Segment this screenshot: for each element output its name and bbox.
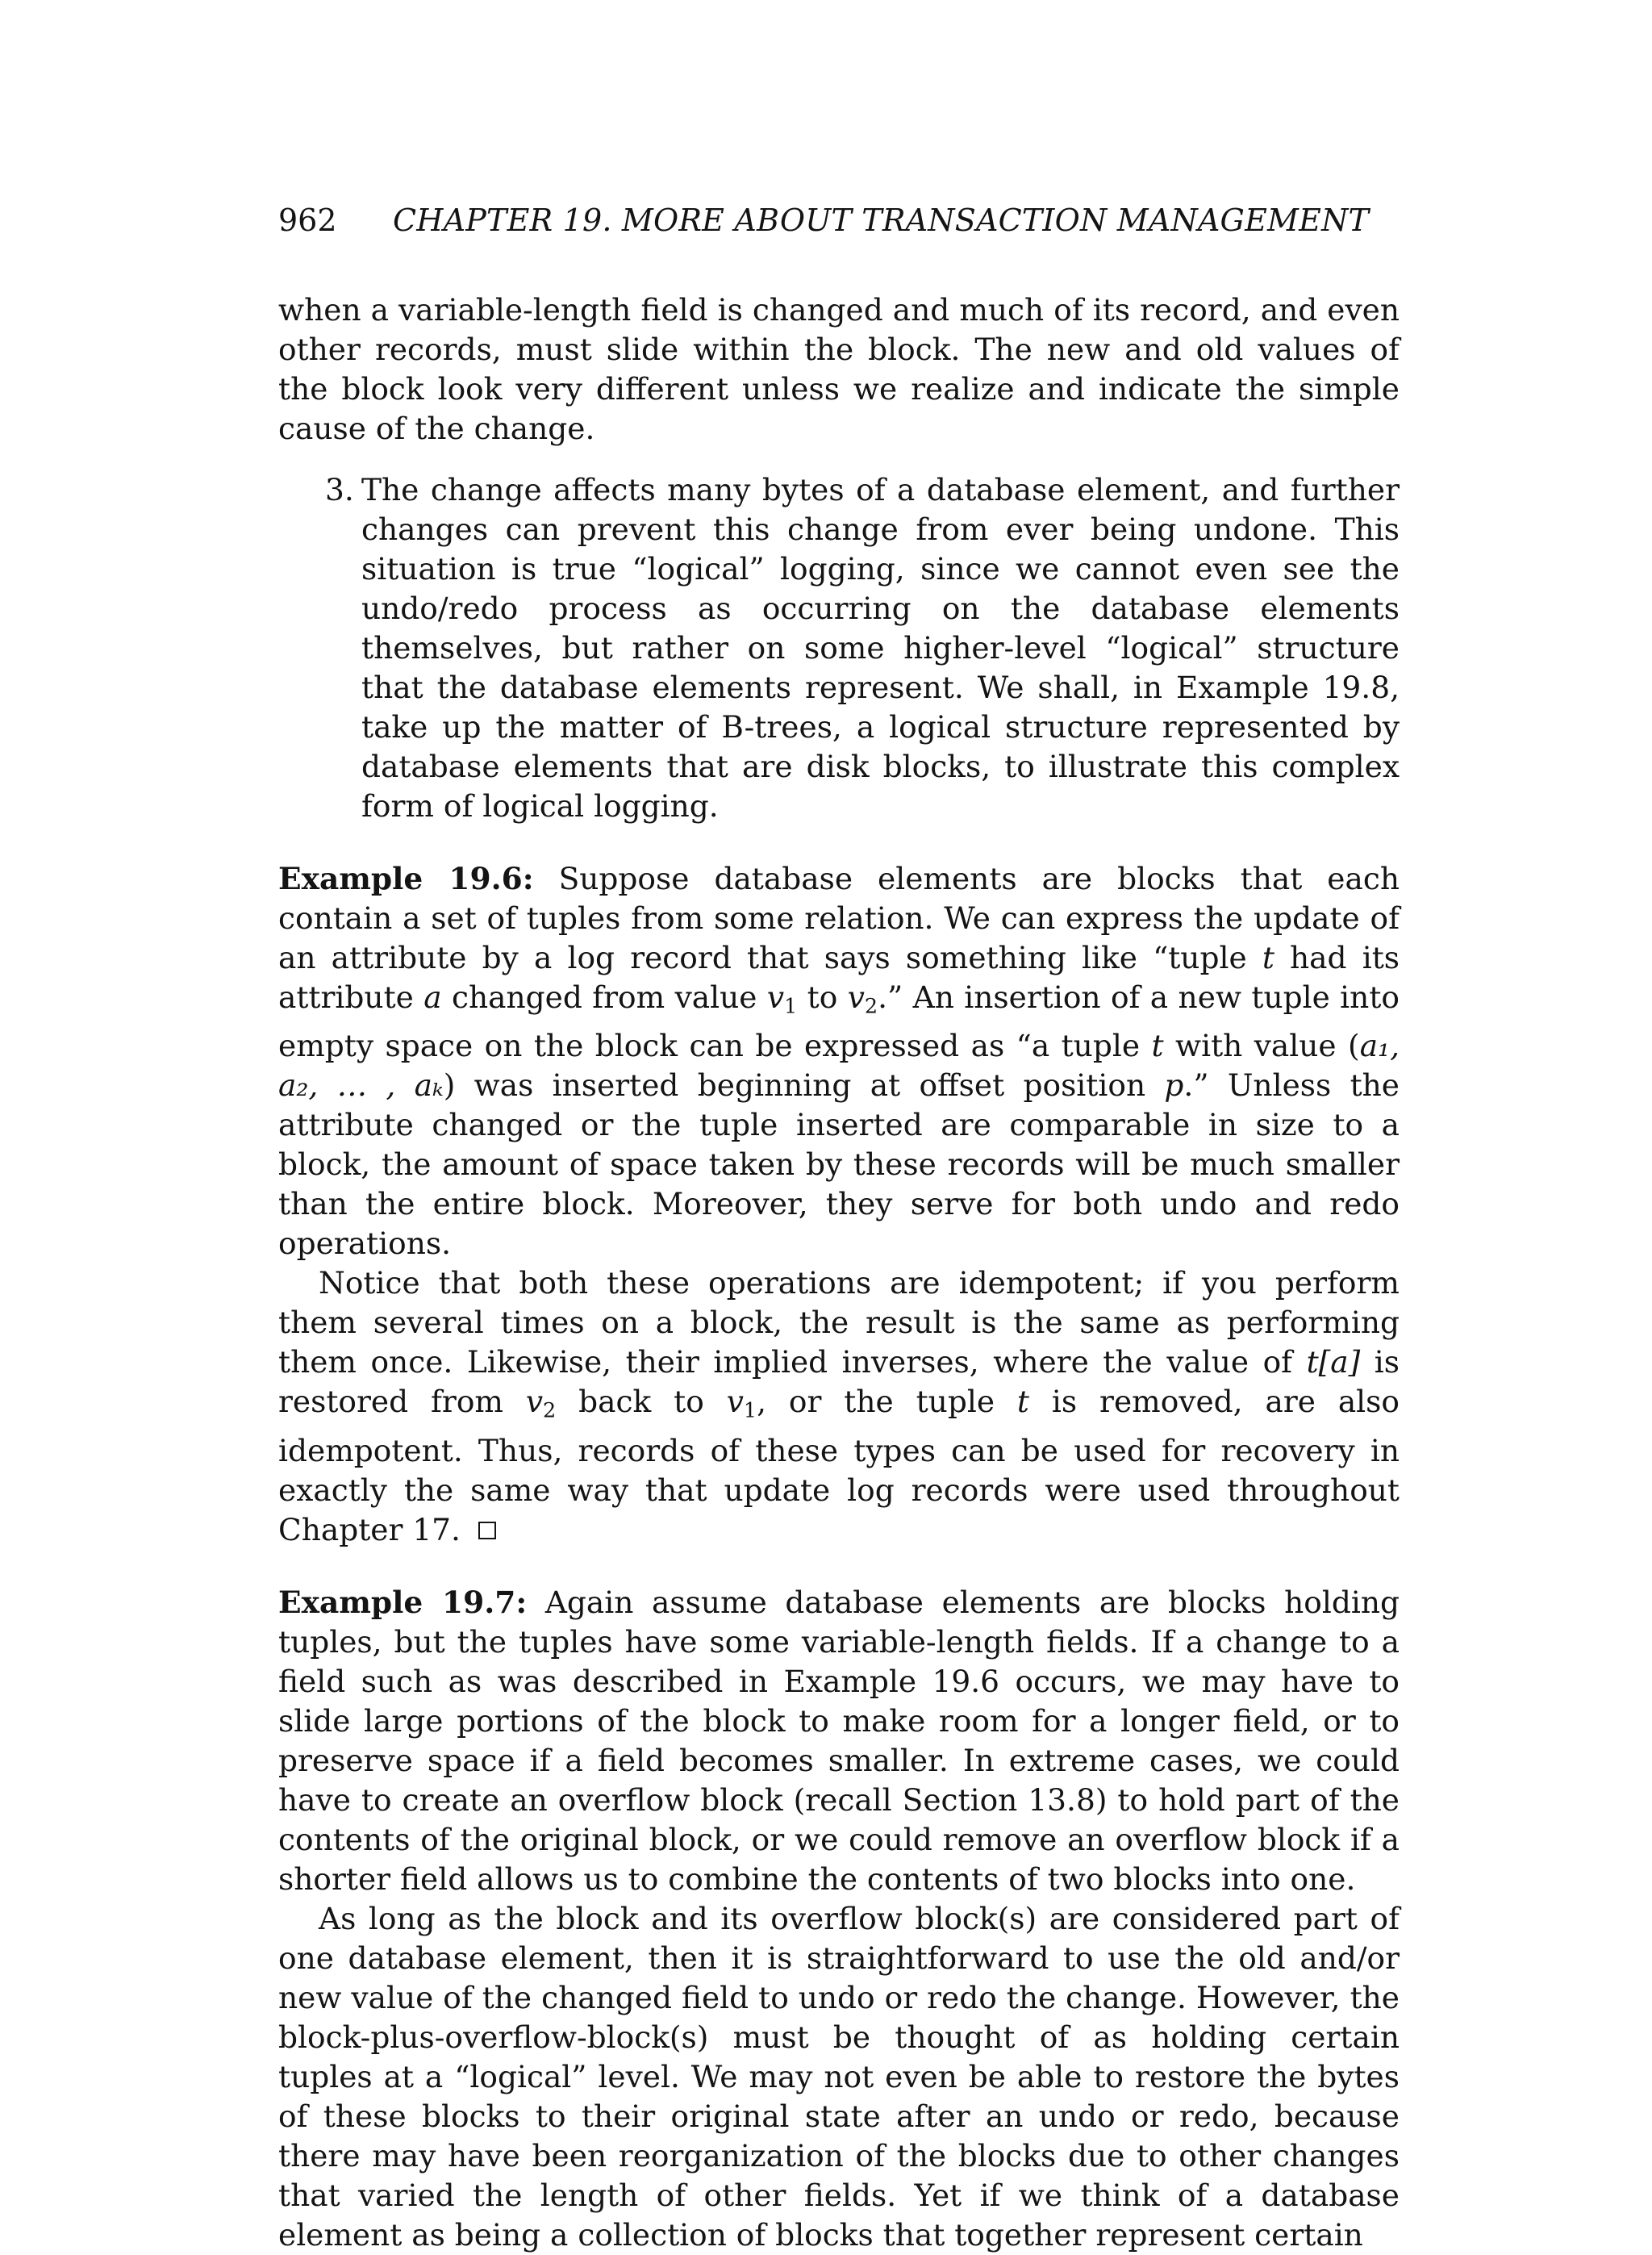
text-run: .” Unless the attribute changed or the tuple inserted are comparable in size to a block, the amount of space taken by these records will be much smaller than the entire block. Moreover, they serve for both undo and redo operations. (278, 1067, 1400, 1262)
math-variable: t (1151, 1028, 1164, 1064)
end-of-example-box-icon (478, 1522, 496, 1539)
example-19-6-paragraph-1 (278, 859, 1400, 1263)
text-run: is restored from (278, 1344, 1400, 1420)
example-label: Example 19.6: (278, 861, 534, 896)
math-subscript: 2 (864, 994, 878, 1019)
text-run: , or the tuple (757, 1384, 1017, 1420)
math-variable (726, 1384, 757, 1423)
text-run: back to (556, 1384, 727, 1420)
list-item-text: The change affects many bytes of a database element, and further changes can prevent this change from ever being undone. This situation is true “logical” logging, since we cannot even see the undo/redo process as occurring on the database elements themselves, but rather on some higher-level “logical” structure that the database elements represent. We shall, in Example 19.8, take up the matter of B-trees, a logical structure represented by database elements that are disk blocks, to illustrate this complex form of logical logging. (361, 472, 1400, 824)
math-variable: t (1262, 940, 1274, 975)
page-number: 962 (278, 203, 337, 238)
math-subscript: 1 (784, 994, 798, 1019)
example-19-6 (278, 859, 1400, 1550)
text-run: Again assume database elements are blocks holding tuples, but the tuples have some variable-length fields. If a change to a field such as was described in Example 19.6 occurs, we may have to slide large portions of the block to make room for a longer field, or to preserve space if a field becomes smaller. In extreme cases, we could have to create an overflow block (recall Section 13.8) to hold part of the contents of the original block, or we could remove an overflow block if a shorter field allows us to combine the contents of two blocks into one. (278, 1584, 1400, 1897)
math-tuple: a₁, a₂, … , aₖ (278, 1028, 1400, 1104)
example-19-7 (278, 1583, 1400, 2255)
text-run: .” An insertion of a new tuple into empty space on the block can be expressed as “a tuple (278, 979, 1400, 1064)
text-run: had its attribute (278, 940, 1400, 1015)
text-run: with value ( (1163, 1028, 1360, 1064)
math-variable: p (1164, 1067, 1184, 1104)
text-run: to (797, 979, 848, 1015)
math-symbol: v (847, 979, 865, 1015)
chapter-running-head: CHAPTER 19. MORE ABOUT TRANSACTION MANAGEMENT (393, 203, 1370, 238)
math-variable (525, 1384, 557, 1423)
text-run: changed from value (441, 979, 767, 1015)
text-run: is removed, are also idempotent. Thus, records of these types can be used for recovery in exactly the same way that update log records were used throughout Chapter 17. (278, 1384, 1400, 1547)
math-variable: a (423, 979, 442, 1015)
example-19-7-paragraph-2: As long as the block and its overflow block(s) are considered part of one database element, then it is straightforward to use the old and/or new value of the changed field to undo or redo the change. However, the block-plus-overflow-block(s) must be thought of as holding certain tuples at a “logical” level. We may not even be able to restore the bytes of these blocks to their original state after an undo or redo, because there may have been reorganization of the blocks due to other changes that varied the length of other fields. Yet if we think of a database element as being a collection of blocks that together represent certain (278, 1900, 1400, 2253)
body-text (278, 290, 1400, 2255)
math-symbol: v (525, 1384, 544, 1420)
list-item-3 (325, 470, 1400, 826)
text-run: ) was inserted beginning at offset position (443, 1067, 1165, 1104)
example-19-6-paragraph-2 (278, 1263, 1400, 1549)
math-variable: t (1016, 1384, 1029, 1420)
page-header (278, 200, 1400, 240)
math-subscript: 2 (543, 1398, 557, 1423)
example-label: Example 19.7: (278, 1584, 528, 1620)
math-variable (766, 979, 798, 1019)
text-run: Notice that both these operations are idempotent; if you perform them several times on a block, the result is the same as performing them once. Likewise, their implied inverses, where the value of (278, 1265, 1400, 1380)
list-item-number: 3. (325, 472, 354, 507)
math-symbol: v (726, 1384, 744, 1420)
text-run: Suppose database elements are blocks that each contain a set of tuples from some relation. We can express the update of an attribute by a log record that says something like “tuple (278, 861, 1400, 975)
example-19-7-paragraph-1 (278, 1583, 1400, 1899)
math-symbol: v (766, 979, 785, 1015)
math-subscript: 1 (743, 1398, 757, 1423)
math-variable (847, 979, 878, 1019)
math-expression: t[a] (1306, 1344, 1361, 1380)
list-item-continuation: when a variable-length field is changed and much of its record, and even other records, must slide within the block. The new and old values of the block look very different unless we realize and indicate the simple cause of the change. (278, 292, 1400, 446)
